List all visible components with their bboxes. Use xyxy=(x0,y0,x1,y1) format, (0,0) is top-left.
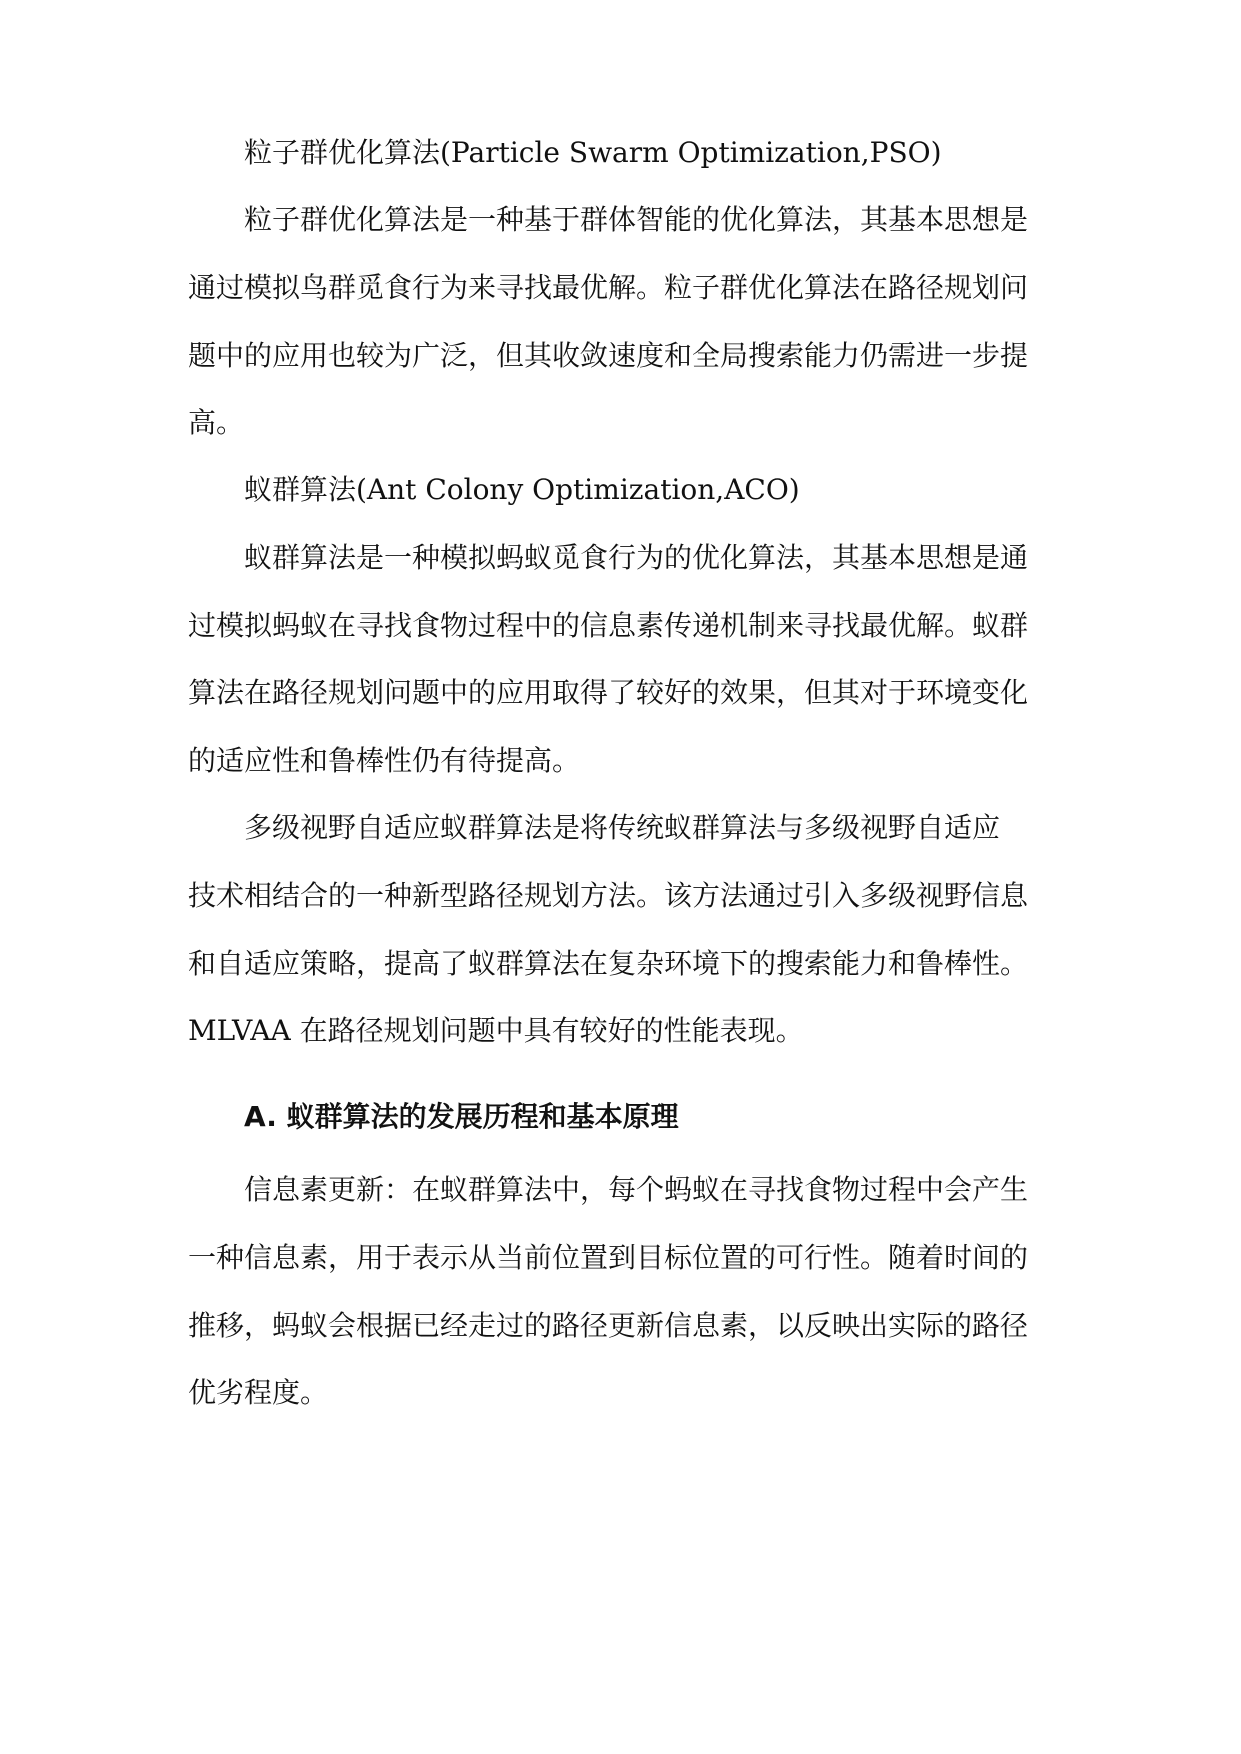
pso-paragraph-line-1: 粒子群优化算法是一种基于群体智能的优化算法，其基本思想是 xyxy=(244,203,1029,236)
aco-paragraph-line-3: 算法在路径规划问题中的应用取得了较好的效果，但其对于环境变化 xyxy=(188,676,1029,709)
pso-paragraph-line-2: 通过模拟鸟群觅食行为来寻找最优解。粒子群优化算法在路径规划问 xyxy=(188,271,1029,304)
mlvaa-paragraph-line-2: 技术相结合的一种新型路径规划方法。该方法通过引入多级视野信息 xyxy=(188,879,1029,912)
mlvaa-paragraph-line-1: 多级视野自适应蚁群算法是将传统蚁群算法与多级视野自适应 xyxy=(244,811,1001,844)
section-heading: A. 蚁群算法的发展历程和基本原理 xyxy=(244,1100,679,1133)
pheromone-paragraph-line-3: 推移，蚂蚁会根据已经走过的路径更新信息素，以反映出实际的路径 xyxy=(188,1309,1029,1342)
pheromone-paragraph-line-2: 一种信息素，用于表示从当前位置到目标位置的可行性。随着时间的 xyxy=(188,1241,1029,1274)
aco-paragraph-line-1: 蚁群算法是一种模拟蚂蚁觅食行为的优化算法，其基本思想是通 xyxy=(244,541,1029,574)
aco-paragraph-line-4: 的适应性和鲁棒性仍有待提高。 xyxy=(188,744,581,777)
pheromone-paragraph-line-1: 信息素更新：在蚁群算法中，每个蚂蚁在寻找食物过程中会产生 xyxy=(244,1173,1029,1206)
mlvaa-paragraph-line-4: MLVAA 在路径规划问题中具有较好的性能表现。 xyxy=(188,1014,804,1047)
pso-paragraph-line-4: 高。 xyxy=(188,406,245,439)
pheromone-paragraph-line-4: 优劣程度。 xyxy=(188,1376,329,1409)
pso-paragraph-line-3: 题中的应用也较为广泛，但其收敛速度和全局搜索能力仍需进一步提 xyxy=(188,339,1029,372)
pso-title: 粒子群优化算法(Particle Swarm Optimization,PSO) xyxy=(244,136,942,169)
aco-paragraph-line-2: 过模拟蚂蚁在寻找食物过程中的信息素传递机制来寻找最优解。蚁群 xyxy=(188,609,1029,642)
aco-title: 蚁群算法(Ant Colony Optimization,ACO) xyxy=(244,473,800,506)
mlvaa-paragraph-line-3: 和自适应策略，提高了蚁群算法在复杂环境下的搜索能力和鲁棒性。 xyxy=(188,947,1029,980)
